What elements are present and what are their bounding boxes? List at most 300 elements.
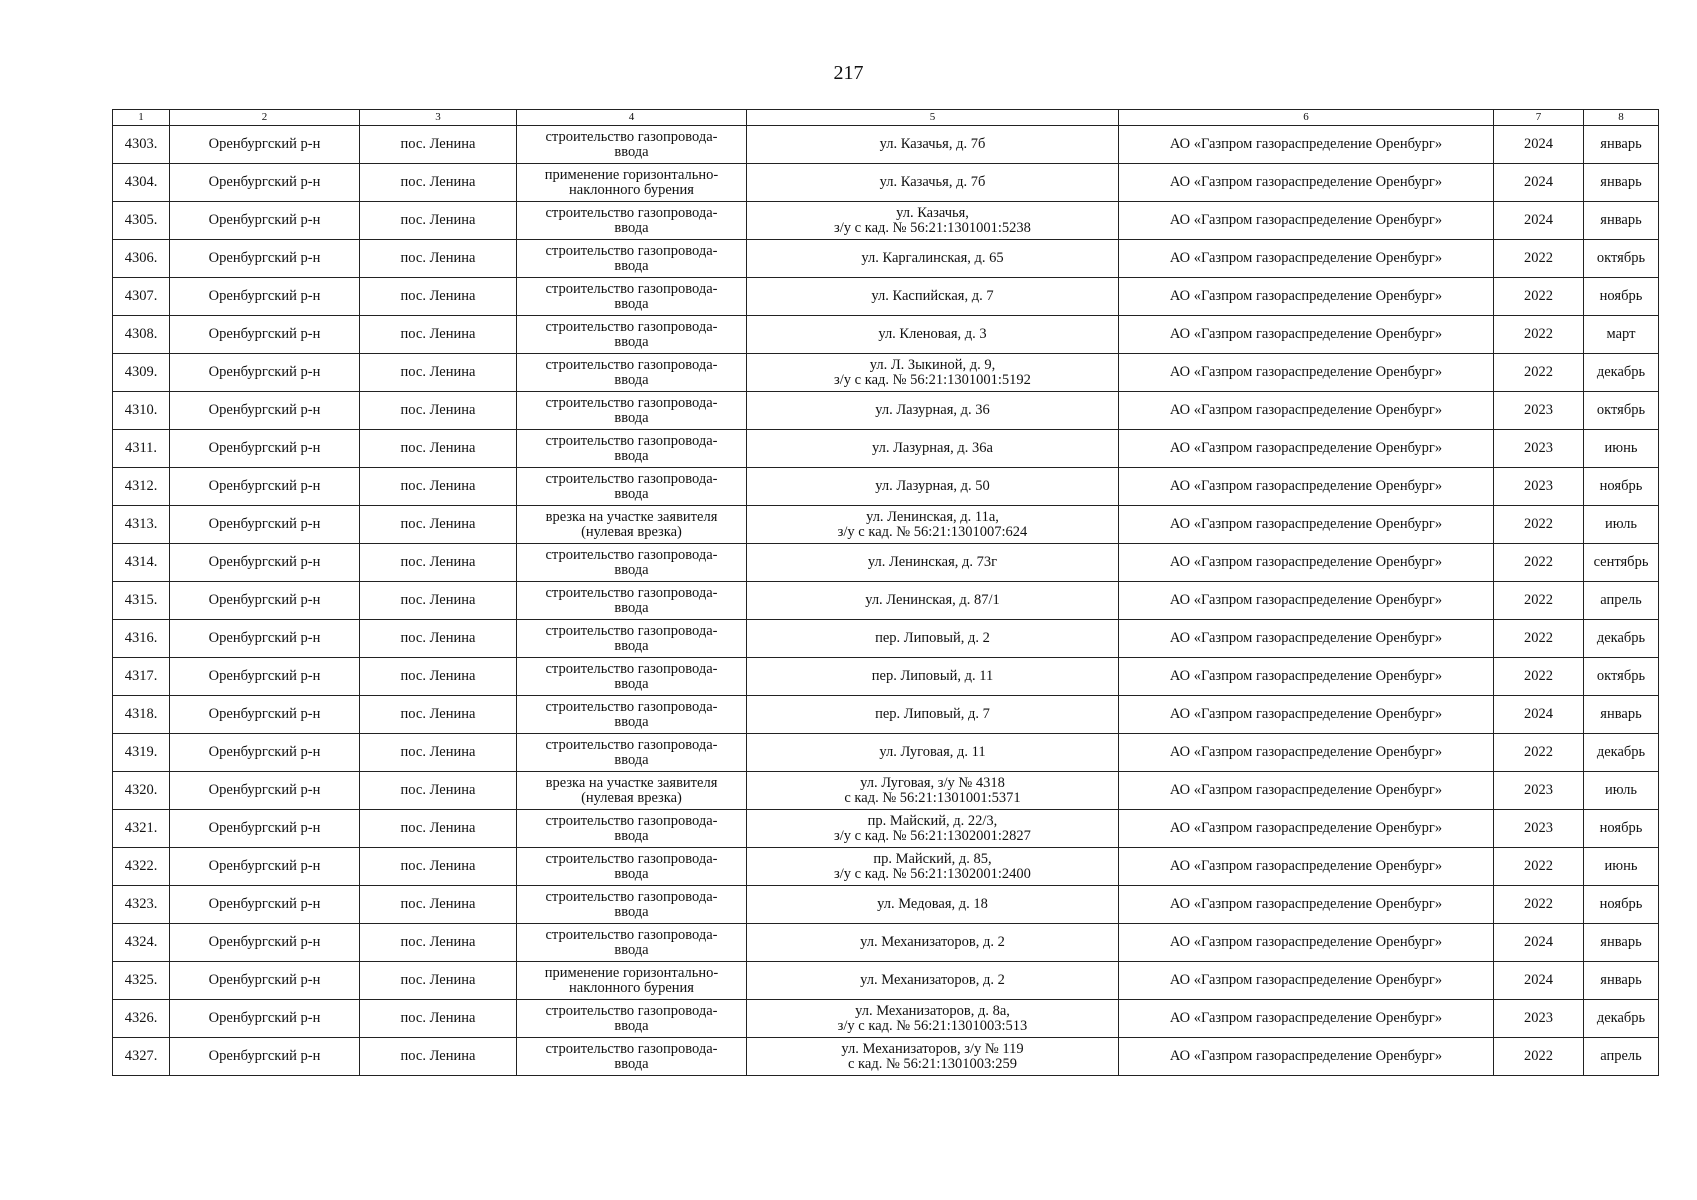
work-type-cell xyxy=(517,506,747,544)
work-type-cell-line: строительство газопровода- xyxy=(545,812,718,829)
month-cell: ноябрь xyxy=(1584,810,1659,848)
work-type-cell-line: строительство газопровода- xyxy=(545,1002,718,1019)
company-cell: АО «Газпром газораспределение Оренбург» xyxy=(1119,848,1494,886)
year-cell: 2022 xyxy=(1494,544,1584,582)
address-cell xyxy=(747,696,1119,734)
column-header: 6 xyxy=(1119,110,1494,126)
address-cell-line: ул. Луговая, д. 11 xyxy=(879,744,986,760)
work-type-cell-line: строительство газопровода- xyxy=(545,394,718,411)
work-type-cell-line: строительство газопровода- xyxy=(545,356,718,373)
month-cell: ноябрь xyxy=(1584,278,1659,316)
year-cell: 2022 xyxy=(1494,734,1584,772)
address-cell-line: ул. Каргалинская, д. 65 xyxy=(861,250,1004,266)
year-cell: 2024 xyxy=(1494,696,1584,734)
address-cell-line: с кад. № 56:21:1301001:5371 xyxy=(844,789,1021,806)
district-cell: Оренбургский р-н xyxy=(170,354,360,392)
company-cell: АО «Газпром газораспределение Оренбург» xyxy=(1119,1038,1494,1076)
row-number-cell: 4322. xyxy=(113,848,170,886)
address-cell xyxy=(747,392,1119,430)
address-cell-line: пер. Липовый, д. 11 xyxy=(871,668,994,684)
year-cell: 2024 xyxy=(1494,164,1584,202)
address-cell-line: ул. Казачья, д. 7б xyxy=(879,174,986,190)
work-type-cell xyxy=(517,126,747,164)
work-type-cell-line: строительство газопровода- xyxy=(545,926,718,943)
work-type-cell-line: ввода xyxy=(614,371,649,388)
address-cell-line: ул. Медовая, д. 18 xyxy=(877,896,988,912)
address-cell-line: з/у с кад. № 56:21:1302001:2827 xyxy=(834,827,1031,844)
company-cell: АО «Газпром газораспределение Оренбург» xyxy=(1119,392,1494,430)
year-cell: 2022 xyxy=(1494,582,1584,620)
month-cell: январь xyxy=(1584,126,1659,164)
month-cell: декабрь xyxy=(1584,1000,1659,1038)
work-type-cell xyxy=(517,810,747,848)
address-cell-line: ул. Казачья, д. 7б xyxy=(879,136,986,152)
district-cell: Оренбургский р-н xyxy=(170,658,360,696)
address-cell-line: ул. Лазурная, д. 36а xyxy=(872,440,993,456)
address-cell-line: ул. Казачья, xyxy=(896,204,969,221)
address-cell-line: пр. Майский, д. 22/3, xyxy=(867,812,998,829)
table-row xyxy=(113,316,1659,354)
work-type-cell-line: строительство газопровода- xyxy=(545,622,718,639)
company-cell: АО «Газпром газораспределение Оренбург» xyxy=(1119,544,1494,582)
settlement-cell: пос. Ленина xyxy=(360,734,517,772)
table-row xyxy=(113,126,1659,164)
work-type-cell xyxy=(517,924,747,962)
year-cell: 2022 xyxy=(1494,1038,1584,1076)
district-cell: Оренбургский р-н xyxy=(170,544,360,582)
settlement-cell: пос. Ленина xyxy=(360,1000,517,1038)
column-header: 3 xyxy=(360,110,517,126)
work-type-cell-line: применение горизонтально- xyxy=(544,964,719,981)
address-cell xyxy=(747,848,1119,886)
company-cell: АО «Газпром газораспределение Оренбург» xyxy=(1119,924,1494,962)
work-type-cell xyxy=(517,316,747,354)
settlement-cell: пос. Ленина xyxy=(360,620,517,658)
settlement-cell: пос. Ленина xyxy=(360,240,517,278)
table-row xyxy=(113,430,1659,468)
year-cell: 2024 xyxy=(1494,126,1584,164)
column-header: 8 xyxy=(1584,110,1659,126)
settlement-cell: пос. Ленина xyxy=(360,316,517,354)
address-cell xyxy=(747,202,1119,240)
work-type-cell xyxy=(517,620,747,658)
company-cell: АО «Газпром газораспределение Оренбург» xyxy=(1119,582,1494,620)
table-row xyxy=(113,962,1659,1000)
row-number-cell: 4304. xyxy=(113,164,170,202)
work-type-cell-line: строительство газопровода- xyxy=(545,850,718,867)
district-cell: Оренбургский р-н xyxy=(170,392,360,430)
work-type-cell xyxy=(517,696,747,734)
row-number-cell: 4319. xyxy=(113,734,170,772)
district-cell: Оренбургский р-н xyxy=(170,848,360,886)
work-type-cell-line: врезка на участке заявителя xyxy=(545,508,718,525)
table-row xyxy=(113,848,1659,886)
row-number-cell: 4321. xyxy=(113,810,170,848)
company-cell: АО «Газпром газораспределение Оренбург» xyxy=(1119,468,1494,506)
work-type-cell-line: ввода xyxy=(614,599,649,616)
month-cell: октябрь xyxy=(1584,392,1659,430)
work-type-cell xyxy=(517,468,747,506)
year-cell: 2023 xyxy=(1494,810,1584,848)
district-cell: Оренбургский р-н xyxy=(170,620,360,658)
table-row xyxy=(113,544,1659,582)
work-type-cell-line: (нулевая врезка) xyxy=(581,789,682,806)
work-type-cell-line: строительство газопровода- xyxy=(545,432,718,449)
work-type-cell xyxy=(517,278,747,316)
month-cell: декабрь xyxy=(1584,734,1659,772)
address-cell xyxy=(747,240,1119,278)
company-cell: АО «Газпром газораспределение Оренбург» xyxy=(1119,696,1494,734)
year-cell: 2022 xyxy=(1494,620,1584,658)
month-cell: июнь xyxy=(1584,848,1659,886)
month-cell: декабрь xyxy=(1584,354,1659,392)
work-type-cell xyxy=(517,544,747,582)
address-cell xyxy=(747,544,1119,582)
month-cell: сентябрь xyxy=(1584,544,1659,582)
work-type-cell-line: ввода xyxy=(614,1017,649,1034)
address-cell xyxy=(747,430,1119,468)
work-type-cell-line: строительство газопровода- xyxy=(545,546,718,563)
work-type-cell-line: строительство газопровода- xyxy=(545,470,718,487)
year-cell: 2024 xyxy=(1494,962,1584,1000)
row-number-cell: 4305. xyxy=(113,202,170,240)
month-cell: январь xyxy=(1584,164,1659,202)
month-cell: июль xyxy=(1584,506,1659,544)
company-cell: АО «Газпром газораспределение Оренбург» xyxy=(1119,164,1494,202)
row-number-cell: 4318. xyxy=(113,696,170,734)
row-number-cell: 4320. xyxy=(113,772,170,810)
address-cell xyxy=(747,316,1119,354)
work-type-cell-line: наклонного бурения xyxy=(569,181,694,198)
district-cell: Оренбургский р-н xyxy=(170,810,360,848)
settlement-cell: пос. Ленина xyxy=(360,126,517,164)
work-type-cell xyxy=(517,202,747,240)
district-cell: Оренбургский р-н xyxy=(170,582,360,620)
address-cell xyxy=(747,734,1119,772)
work-type-cell-line: строительство газопровода- xyxy=(545,242,718,259)
work-type-cell-line: ввода xyxy=(614,561,649,578)
address-cell xyxy=(747,1038,1119,1076)
table-row xyxy=(113,582,1659,620)
settlement-cell: пос. Ленина xyxy=(360,658,517,696)
company-cell: АО «Газпром газораспределение Оренбург» xyxy=(1119,810,1494,848)
work-type-cell-line: наклонного бурения xyxy=(569,979,694,996)
work-type-cell-line: ввода xyxy=(614,637,649,654)
work-type-cell-line: строительство газопровода- xyxy=(545,888,718,905)
year-cell: 2023 xyxy=(1494,430,1584,468)
column-header: 2 xyxy=(170,110,360,126)
work-type-cell xyxy=(517,582,747,620)
month-cell: январь xyxy=(1584,924,1659,962)
work-type-cell xyxy=(517,240,747,278)
row-number-cell: 4317. xyxy=(113,658,170,696)
settlement-cell: пос. Ленина xyxy=(360,164,517,202)
address-cell-line: з/у с кад. № 56:21:1301003:513 xyxy=(837,1017,1028,1034)
address-cell xyxy=(747,582,1119,620)
gasification-table xyxy=(112,109,1659,1076)
address-cell-line: ул. Каспийская, д. 7 xyxy=(871,288,994,304)
row-number-cell: 4312. xyxy=(113,468,170,506)
address-cell-line: пер. Липовый, д. 2 xyxy=(875,630,990,646)
column-header: 1 xyxy=(113,110,170,126)
settlement-cell: пос. Ленина xyxy=(360,468,517,506)
address-cell-line: ул. Ленинская, д. 87/1 xyxy=(865,592,1000,608)
address-cell xyxy=(747,354,1119,392)
district-cell: Оренбургский р-н xyxy=(170,430,360,468)
company-cell: АО «Газпром газораспределение Оренбург» xyxy=(1119,1000,1494,1038)
table-row xyxy=(113,772,1659,810)
work-type-cell-line: строительство газопровода- xyxy=(545,698,718,715)
table-row xyxy=(113,1000,1659,1038)
work-type-cell xyxy=(517,392,747,430)
table-row xyxy=(113,620,1659,658)
work-type-cell-line: ввода xyxy=(614,219,649,236)
work-type-cell-line: ввода xyxy=(614,865,649,882)
address-cell-line: ул. Механизаторов, д. 2 xyxy=(860,934,1005,950)
table-row xyxy=(113,278,1659,316)
work-type-cell-line: (нулевая врезка) xyxy=(581,523,682,540)
address-cell-line: ул. Кленовая, д. 3 xyxy=(878,326,987,342)
address-cell xyxy=(747,886,1119,924)
work-type-cell-line: строительство газопровода- xyxy=(545,736,718,753)
row-number-cell: 4323. xyxy=(113,886,170,924)
district-cell: Оренбургский р-н xyxy=(170,924,360,962)
work-type-cell xyxy=(517,848,747,886)
work-type-cell xyxy=(517,1038,747,1076)
settlement-cell: пос. Ленина xyxy=(360,582,517,620)
table-row xyxy=(113,658,1659,696)
settlement-cell: пос. Ленина xyxy=(360,544,517,582)
year-cell: 2022 xyxy=(1494,354,1584,392)
work-type-cell-line: строительство газопровода- xyxy=(545,204,718,221)
work-type-cell-line: строительство газопровода- xyxy=(545,1040,718,1057)
settlement-cell: пос. Ленина xyxy=(360,886,517,924)
month-cell: октябрь xyxy=(1584,240,1659,278)
work-type-cell-line: строительство газопровода- xyxy=(545,584,718,601)
month-cell: март xyxy=(1584,316,1659,354)
work-type-cell-line: ввода xyxy=(614,713,649,730)
settlement-cell: пос. Ленина xyxy=(360,278,517,316)
table-row xyxy=(113,696,1659,734)
company-cell: АО «Газпром газораспределение Оренбург» xyxy=(1119,734,1494,772)
work-type-cell-line: ввода xyxy=(614,143,649,160)
settlement-cell: пос. Ленина xyxy=(360,354,517,392)
company-cell: АО «Газпром газораспределение Оренбург» xyxy=(1119,202,1494,240)
page-number: 217 xyxy=(833,62,864,84)
company-cell: АО «Газпром газораспределение Оренбург» xyxy=(1119,658,1494,696)
month-cell: ноябрь xyxy=(1584,468,1659,506)
work-type-cell xyxy=(517,886,747,924)
row-number-cell: 4309. xyxy=(113,354,170,392)
address-cell xyxy=(747,1000,1119,1038)
column-header: 4 xyxy=(517,110,747,126)
year-cell: 2022 xyxy=(1494,658,1584,696)
work-type-cell-line: строительство газопровода- xyxy=(545,318,718,335)
work-type-cell-line: строительство газопровода- xyxy=(545,128,718,145)
address-cell-line: ул. Механизаторов, д. 2 xyxy=(860,972,1005,988)
company-cell: АО «Газпром газораспределение Оренбург» xyxy=(1119,772,1494,810)
settlement-cell: пос. Ленина xyxy=(360,392,517,430)
district-cell: Оренбургский р-н xyxy=(170,202,360,240)
table-row xyxy=(113,924,1659,962)
work-type-cell xyxy=(517,164,747,202)
year-cell: 2023 xyxy=(1494,772,1584,810)
district-cell: Оренбургский р-н xyxy=(170,468,360,506)
work-type-cell-line: строительство газопровода- xyxy=(545,280,718,297)
table-row xyxy=(113,354,1659,392)
address-cell-line: ул. Л. Зыкиной, д. 9, xyxy=(869,356,996,373)
row-number-cell: 4325. xyxy=(113,962,170,1000)
company-cell: АО «Газпром газораспределение Оренбург» xyxy=(1119,278,1494,316)
year-cell: 2022 xyxy=(1494,278,1584,316)
work-type-cell-line: строительство газопровода- xyxy=(545,660,718,677)
district-cell: Оренбургский р-н xyxy=(170,506,360,544)
year-cell: 2022 xyxy=(1494,506,1584,544)
year-cell: 2023 xyxy=(1494,392,1584,430)
address-cell-line: з/у с кад. № 56:21:1301001:5238 xyxy=(834,219,1031,236)
settlement-cell: пос. Ленина xyxy=(360,430,517,468)
work-type-cell xyxy=(517,962,747,1000)
district-cell: Оренбургский р-н xyxy=(170,886,360,924)
address-cell-line: з/у с кад. № 56:21:1301007:624 xyxy=(837,523,1028,540)
address-cell xyxy=(747,810,1119,848)
company-cell: АО «Газпром газораспределение Оренбург» xyxy=(1119,354,1494,392)
company-cell: АО «Газпром газораспределение Оренбург» xyxy=(1119,506,1494,544)
address-cell xyxy=(747,468,1119,506)
company-cell: АО «Газпром газораспределение Оренбург» xyxy=(1119,126,1494,164)
year-cell: 2023 xyxy=(1494,1000,1584,1038)
address-cell-line: ул. Лазурная, д. 36 xyxy=(875,402,990,418)
month-cell: декабрь xyxy=(1584,620,1659,658)
work-type-cell-line: ввода xyxy=(614,485,649,502)
row-number-cell: 4313. xyxy=(113,506,170,544)
district-cell: Оренбургский р-н xyxy=(170,1038,360,1076)
work-type-cell-line: ввода xyxy=(614,1055,649,1072)
address-cell-line: ул. Луговая, з/у № 4318 xyxy=(860,774,1005,791)
row-number-cell: 4326. xyxy=(113,1000,170,1038)
table-row xyxy=(113,240,1659,278)
settlement-cell: пос. Ленина xyxy=(360,202,517,240)
row-number-cell: 4306. xyxy=(113,240,170,278)
table-row xyxy=(113,468,1659,506)
address-cell xyxy=(747,772,1119,810)
year-cell: 2022 xyxy=(1494,316,1584,354)
company-cell: АО «Газпром газораспределение Оренбург» xyxy=(1119,620,1494,658)
address-cell-line: пер. Липовый, д. 7 xyxy=(875,706,990,722)
work-type-cell-line: применение горизонтально- xyxy=(544,166,719,183)
work-type-cell-line: ввода xyxy=(614,257,649,274)
work-type-cell-line: ввода xyxy=(614,295,649,312)
company-cell: АО «Газпром газораспределение Оренбург» xyxy=(1119,430,1494,468)
address-cell-line: пр. Майский, д. 85, xyxy=(873,850,992,867)
district-cell: Оренбургский р-н xyxy=(170,316,360,354)
year-cell: 2024 xyxy=(1494,202,1584,240)
district-cell: Оренбургский р-н xyxy=(170,734,360,772)
year-cell: 2022 xyxy=(1494,848,1584,886)
row-number-cell: 4307. xyxy=(113,278,170,316)
month-cell: ноябрь xyxy=(1584,886,1659,924)
district-cell: Оренбургский р-н xyxy=(170,772,360,810)
table-row xyxy=(113,164,1659,202)
column-header: 5 xyxy=(747,110,1119,126)
work-type-cell-line: ввода xyxy=(614,675,649,692)
work-type-cell xyxy=(517,1000,747,1038)
district-cell: Оренбургский р-н xyxy=(170,696,360,734)
work-type-cell-line: ввода xyxy=(614,903,649,920)
work-type-cell xyxy=(517,658,747,696)
row-number-cell: 4303. xyxy=(113,126,170,164)
district-cell: Оренбургский р-н xyxy=(170,962,360,1000)
address-cell xyxy=(747,962,1119,1000)
row-number-cell: 4324. xyxy=(113,924,170,962)
table-row xyxy=(113,1038,1659,1076)
row-number-cell: 4310. xyxy=(113,392,170,430)
address-cell xyxy=(747,620,1119,658)
column-number-row xyxy=(113,110,1659,126)
month-cell: январь xyxy=(1584,696,1659,734)
address-cell-line: ул. Механизаторов, д. 8а, xyxy=(855,1002,1010,1019)
month-cell: январь xyxy=(1584,962,1659,1000)
work-type-cell-line: ввода xyxy=(614,941,649,958)
address-cell-line: ул. Ленинская, д. 73г xyxy=(867,554,998,570)
address-cell xyxy=(747,164,1119,202)
district-cell: Оренбургский р-н xyxy=(170,164,360,202)
settlement-cell: пос. Ленина xyxy=(360,848,517,886)
row-number-cell: 4314. xyxy=(113,544,170,582)
month-cell: октябрь xyxy=(1584,658,1659,696)
address-cell xyxy=(747,924,1119,962)
district-cell: Оренбургский р-н xyxy=(170,1000,360,1038)
address-cell-line: ул. Механизаторов, з/у № 119 xyxy=(841,1040,1024,1057)
address-cell-line: с кад. № 56:21:1301003:259 xyxy=(848,1055,1017,1072)
table-row xyxy=(113,734,1659,772)
company-cell: АО «Газпром газораспределение Оренбург» xyxy=(1119,316,1494,354)
settlement-cell: пос. Ленина xyxy=(360,962,517,1000)
year-cell: 2022 xyxy=(1494,886,1584,924)
table-row xyxy=(113,506,1659,544)
row-number-cell: 4316. xyxy=(113,620,170,658)
row-number-cell: 4315. xyxy=(113,582,170,620)
year-cell: 2022 xyxy=(1494,240,1584,278)
year-cell: 2024 xyxy=(1494,924,1584,962)
table-row xyxy=(113,392,1659,430)
table-body xyxy=(113,126,1659,1076)
table-row xyxy=(113,202,1659,240)
settlement-cell: пос. Ленина xyxy=(360,810,517,848)
address-cell-line: з/у с кад. № 56:21:1301001:5192 xyxy=(834,371,1031,388)
work-type-cell-line: ввода xyxy=(614,447,649,464)
work-type-cell-line: врезка на участке заявителя xyxy=(545,774,718,791)
district-cell: Оренбургский р-н xyxy=(170,240,360,278)
company-cell: АО «Газпром газораспределение Оренбург» xyxy=(1119,962,1494,1000)
row-number-cell: 4308. xyxy=(113,316,170,354)
row-number-cell: 4327. xyxy=(113,1038,170,1076)
month-cell: январь xyxy=(1584,202,1659,240)
work-type-cell xyxy=(517,430,747,468)
year-cell: 2023 xyxy=(1494,468,1584,506)
month-cell: июнь xyxy=(1584,430,1659,468)
settlement-cell: пос. Ленина xyxy=(360,696,517,734)
work-type-cell-line: ввода xyxy=(614,751,649,768)
column-header: 7 xyxy=(1494,110,1584,126)
row-number-cell: 4311. xyxy=(113,430,170,468)
settlement-cell: пос. Ленина xyxy=(360,772,517,810)
month-cell: апрель xyxy=(1584,582,1659,620)
work-type-cell xyxy=(517,734,747,772)
work-type-cell-line: ввода xyxy=(614,333,649,350)
district-cell: Оренбургский р-н xyxy=(170,278,360,316)
address-cell xyxy=(747,506,1119,544)
